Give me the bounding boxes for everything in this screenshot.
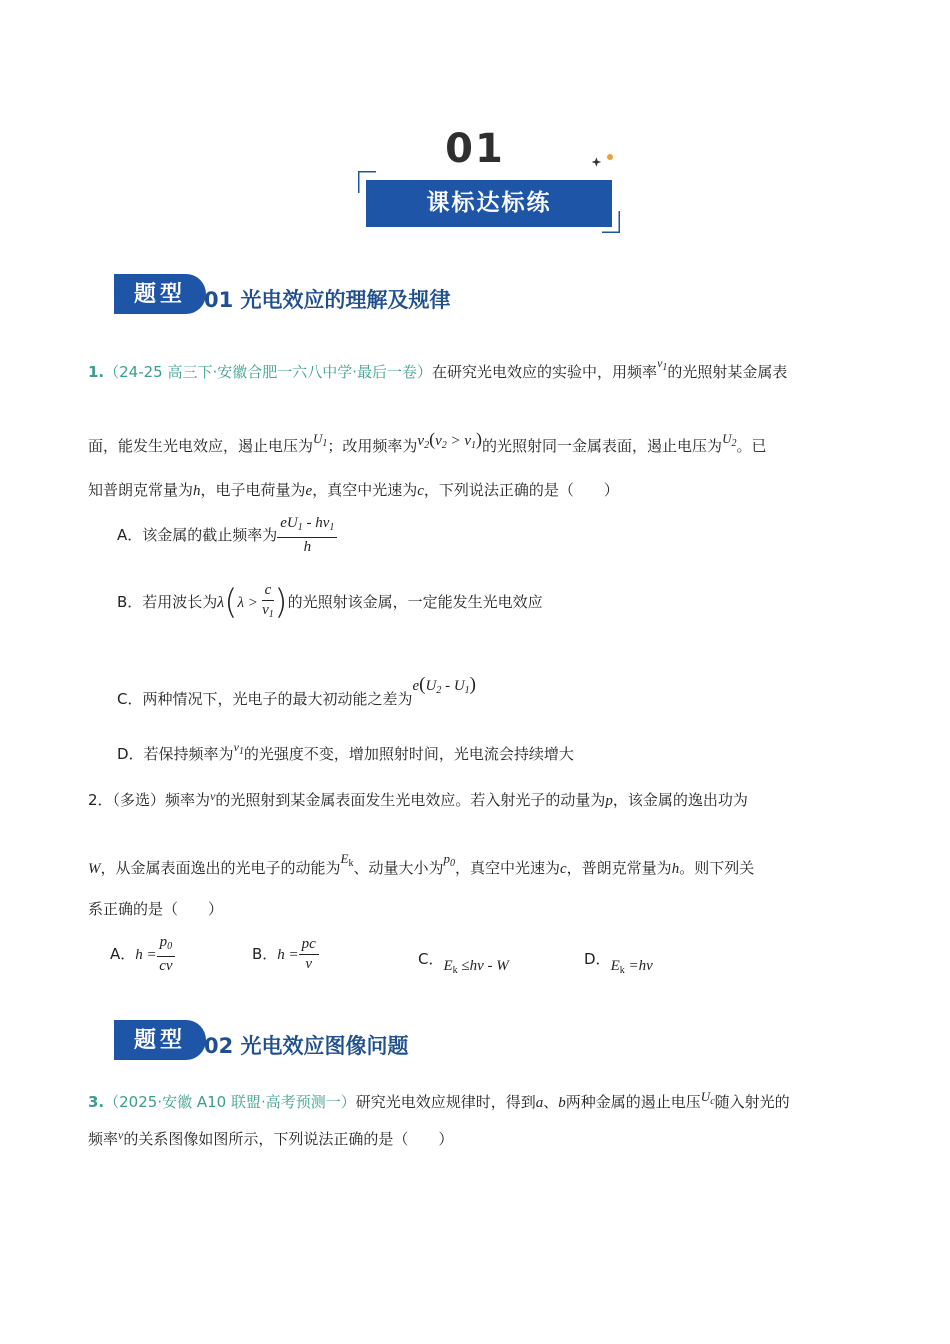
- option-label: D．若保持频率为: [117, 745, 234, 763]
- math-lambda-condition: λ >: [237, 595, 262, 611]
- question-number: 1.: [88, 363, 105, 381]
- math-equation: $E_k =hv$: [610, 958, 653, 976]
- option-label: D．: [584, 950, 611, 968]
- math-nu: v: [210, 789, 216, 803]
- math-c: c: [417, 483, 424, 499]
- math-h: h =: [135, 947, 157, 963]
- math-p: p: [605, 793, 613, 809]
- text: ，该金属的逸出功为: [612, 791, 748, 809]
- text: （多选）频率为: [112, 791, 211, 809]
- option-c[interactable]: [117, 674, 476, 710]
- text: ，下列说法正确的是（ ）: [423, 481, 619, 499]
- option-label: A．: [110, 945, 136, 963]
- text: ；改用频率为: [327, 437, 418, 455]
- question-2-line-3: 系正确的是（ ）: [88, 900, 224, 918]
- text: 、动量大小为: [353, 859, 444, 877]
- math-fraction: $\frac{c}{v_1}$: [262, 582, 274, 620]
- text: 在研究光电效应的实验中，用频率: [432, 363, 658, 381]
- section-tag: 题型: [114, 1020, 206, 1060]
- math-h: h =: [277, 947, 299, 963]
- math-lambda: λ: [217, 594, 225, 611]
- math-energy-diff: $e(U_2 - U_1)$: [412, 674, 476, 696]
- text: 的光照射同一金属表面，遏止电压为: [482, 437, 723, 455]
- question-3-line-2: [88, 1124, 453, 1150]
- math-h: h: [193, 483, 201, 499]
- text: 知普朗克常量为: [88, 481, 194, 499]
- option-label: A．该金属的截止频率为: [117, 526, 278, 544]
- math-Uc: $U_c$: [700, 1089, 715, 1107]
- text: 的光强度不变，增加照射时间，光电流会持续增大: [243, 745, 574, 763]
- math-U2: $U_2$: [722, 431, 737, 449]
- question-source: （24-25 高三下·安徽合肥一六八中学·最后一卷）: [104, 363, 433, 381]
- math-p0: $p_0$: [443, 851, 455, 869]
- text: 的光照射某金属表: [667, 363, 788, 381]
- text: ，真空中光速为: [312, 481, 418, 499]
- math-fraction: $\frac{p_0}{cv}$: [157, 933, 176, 976]
- question-1-line-2: [88, 428, 766, 457]
- option-label: B．: [252, 945, 278, 963]
- text: 频率: [88, 1130, 119, 1148]
- math-U1: $U_1$: [313, 431, 328, 449]
- text: 、: [543, 1093, 559, 1111]
- section-tag: 题型: [114, 274, 206, 314]
- option-d[interactable]: [117, 736, 574, 765]
- math-fraction: $\frac{pc}{v}$: [299, 935, 319, 974]
- math-c: c: [560, 861, 567, 877]
- math-nu1: v1: [657, 356, 668, 373]
- text: ，真空中光速为: [454, 859, 560, 877]
- chapter-number: 01: [445, 126, 505, 172]
- math-nu1: v1: [233, 740, 244, 757]
- text: 的关系图像如图所示，下列说法正确的是（ ）: [123, 1130, 454, 1148]
- question-source: （2025·安徽 A10 联盟·高考预测一）: [104, 1093, 356, 1111]
- question-2-line-1: [88, 785, 748, 812]
- math-a: a: [535, 1095, 544, 1111]
- question-number: 2．: [88, 791, 113, 809]
- text: 两种金属的遏止电压: [565, 1093, 701, 1111]
- question-3-line-1: [88, 1086, 790, 1114]
- option-b[interactable]: [252, 932, 319, 977]
- text: ，从金属表面逸出的光电子的动能为: [100, 859, 341, 877]
- text: 面，能发生光电效应，遏止电压为: [88, 437, 314, 455]
- text: ，电子电荷量为: [200, 481, 306, 499]
- math-W: W: [88, 861, 101, 877]
- math-b: b: [558, 1095, 566, 1111]
- math-inequality: $E_k \le hv - W$: [443, 958, 509, 976]
- question-1-line-1: [88, 352, 787, 383]
- section-title: 01 光电效应的理解及规律: [204, 288, 451, 312]
- math-Ek: $E_k$: [340, 851, 354, 869]
- question-2-line-2: [88, 848, 754, 880]
- question-1-line-3: [88, 479, 619, 502]
- option-a[interactable]: [117, 512, 337, 558]
- text: 。已: [736, 437, 767, 455]
- text: ，普朗克常量为: [566, 859, 672, 877]
- math-nu2-condition: $v_2(v_2 > v_1)$: [417, 429, 483, 451]
- section-title: 02 光电效应图像问题: [204, 1034, 409, 1058]
- text: 。则下列关: [679, 859, 755, 877]
- text: 的光照射到某金属表面发生光电效应。若入射光子的动量为: [215, 791, 606, 809]
- text: 研究光电效应规律时，得到: [355, 1093, 536, 1111]
- option-label: C．: [418, 950, 444, 968]
- option-label: B．若用波长为: [117, 593, 218, 611]
- option-b[interactable]: B．若用波长为λ(λ > $\frac{c}{v_1}$ )的光照射该金属，一定能发生光电效应: [117, 582, 543, 623]
- section-badge: 课标达标练: [366, 180, 612, 227]
- math-fraction: $\frac{eU_1 - hv_1}{h}$: [277, 514, 337, 557]
- option-label: C．两种情况下，光电子的最大初动能之差为: [117, 690, 413, 708]
- math-e: e: [305, 483, 313, 499]
- option-c[interactable]: [418, 948, 509, 982]
- option-d[interactable]: [584, 948, 653, 982]
- math-nu: v: [118, 1128, 124, 1142]
- option-a[interactable]: [110, 932, 175, 977]
- text: 随入射光的: [714, 1093, 790, 1111]
- text: 的光照射该金属，一定能发生光电效应: [287, 593, 543, 611]
- math-h: h: [671, 861, 680, 877]
- question-number: 3.: [88, 1093, 105, 1111]
